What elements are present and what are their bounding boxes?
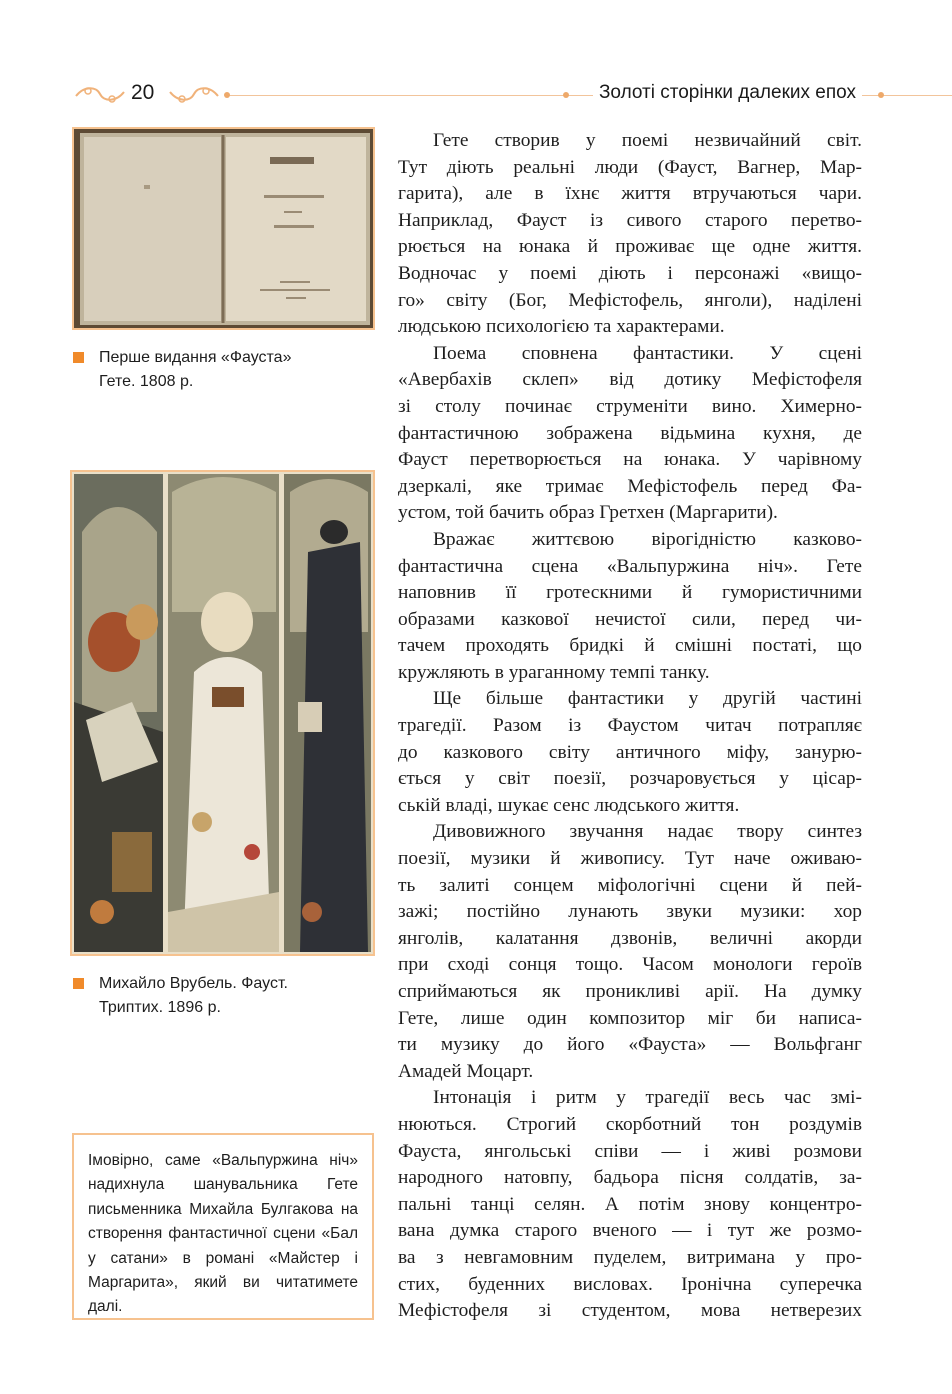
text-line: дзеркалі, яке тримає Мефістофель перед Фа- [398, 475, 862, 497]
book-image [74, 129, 373, 328]
right-ornament-icon [168, 80, 220, 110]
text-line: кружляють в ураганному темпі танку. [398, 661, 710, 683]
text-line: «Авербахів склеп» від дотику Мефістофеля [398, 369, 862, 391]
text-line: Наприклад, Фауст із сивого старого перетво- [398, 209, 862, 231]
text-line: образами казкової нечистої сили, перед чи- [398, 608, 862, 630]
text-line: го» світу (Бог, Мефістофель, янголи), наділені [398, 289, 862, 311]
figure-caption: Перше видання «Фауста» Гете. 1808 р. [99, 346, 359, 394]
text-line: Вражає життєвою вірогідністю казково- [433, 528, 862, 550]
text-line: поезії, музики й живопису. Тут наче оживаю- [398, 848, 862, 870]
text-line: Амадей Моцарт. [398, 1060, 534, 1082]
text-line: Поема сповнена фантастики. У сцені [433, 342, 862, 364]
caption-bullet-icon [73, 352, 84, 363]
text-line: фантастичною зображена відьмина кухня, де [398, 422, 862, 444]
text-line: зажі; постійно лунають звуки музики: хор [398, 901, 862, 923]
text-line: ть залиті сонцем міфологічні сцени й пей- [398, 874, 862, 896]
text-line: зі столу починає струменіти вино. Химерно- [398, 395, 862, 417]
text-line: сприймаються як проникливі арії. На думку [398, 981, 862, 1002]
first-edition-photo [72, 127, 375, 330]
text-line: рюється на юнака й проживає ще одне життя. [398, 236, 862, 258]
text-line: ти музику до його «Фауста» — Вольфганг [398, 1034, 862, 1056]
text-line: Гете, лише один композитор міг би написа- [398, 1007, 862, 1029]
text-line: Фауста, янгольські співи — і живі розмови [398, 1140, 862, 1162]
text-line: янголів, калатання дзвонів, величні акорди [398, 927, 862, 949]
text-line: нюються. Строгий скорботний тон роздумів [398, 1113, 862, 1135]
text-line: пальні танці селян. А потім знову концентро- [398, 1193, 862, 1215]
vrubel-triptych-image [70, 470, 375, 956]
text-line: Інтонація і ритм у трагедії весь час змі- [433, 1087, 862, 1109]
text-line: ва з невгамовним пуделем, витримана у про- [398, 1246, 862, 1268]
text-line: наповнив її гротескними й гумористичними [398, 582, 862, 604]
text-line: Фауст перетворюється на юнака. У чарівному [398, 449, 862, 471]
caption-bullet-icon [73, 978, 84, 989]
text-line: Водночас у поемі діють і персонажі «вищо- [398, 262, 862, 284]
text-line: гарита), але в їхнє життя втручаються чари. [398, 183, 862, 205]
text-line: трагедії. Разом із Фаустом читач потрапляє [398, 715, 862, 737]
text-line: народного натовпу, бадьора пісня солдатів, за- [398, 1167, 862, 1189]
header-rule-dot [224, 92, 230, 98]
text-line: до казкового світу античного міфу, занурю- [398, 741, 862, 763]
text-line: тачем проходять бридкі й смішні постаті, що [398, 635, 862, 657]
header-rule-dot [563, 92, 569, 98]
text-line: Дивовижного звучання надає твору синтез [433, 821, 862, 843]
header-rule-dot [878, 92, 884, 98]
left-ornament-icon [74, 80, 126, 110]
text-line: устом, той бачить образ Гретхен (Маргарити). [398, 502, 778, 524]
figure-caption: Михайло Врубель. Фауст. Триптих. 1896 р. [99, 972, 359, 1020]
text-line: Мефістофеля зі студентом, мова нетверезих [398, 1300, 862, 1322]
page-number: 20 [131, 81, 155, 104]
text-line: Ще більше фантастики у другій частині [433, 688, 862, 710]
page-header [0, 78, 952, 112]
chapter-title: Золоті сторінки далеких епох [593, 82, 862, 104]
text-line: ській владі, шукає сенс людського життя. [398, 794, 740, 816]
text-line: при сході сонця тощо. Часом монологи героїв [398, 954, 862, 976]
main-text [398, 128, 862, 1325]
text-line: ється у світ поезії, розчаровується у цісар- [398, 768, 862, 790]
text-line: Гете створив у поемі незвичайний світ. [433, 130, 862, 151]
text-line: стих, буденних висловах. Іронічна суперечка [398, 1273, 862, 1295]
text-line: людською психологією та характерами. [398, 316, 725, 338]
side-note: Імовірно, саме «Вальпуржина ніч» надихнула шанувальника Гете письменника Михайла Булгакова на створення фантастичної сцени «Бал у сатани» в романі «Майстер і Маргарита», який ви читатимете далі. [72, 1133, 374, 1320]
text-line: фантастична сцена «Вальпуржина ніч». Гете [398, 555, 862, 577]
text-line: вана думка старого вченого — і тут же розмо- [398, 1220, 862, 1242]
text-line: Тут діють реальні люди (Фауст, Вагнер, Мар- [398, 156, 862, 178]
